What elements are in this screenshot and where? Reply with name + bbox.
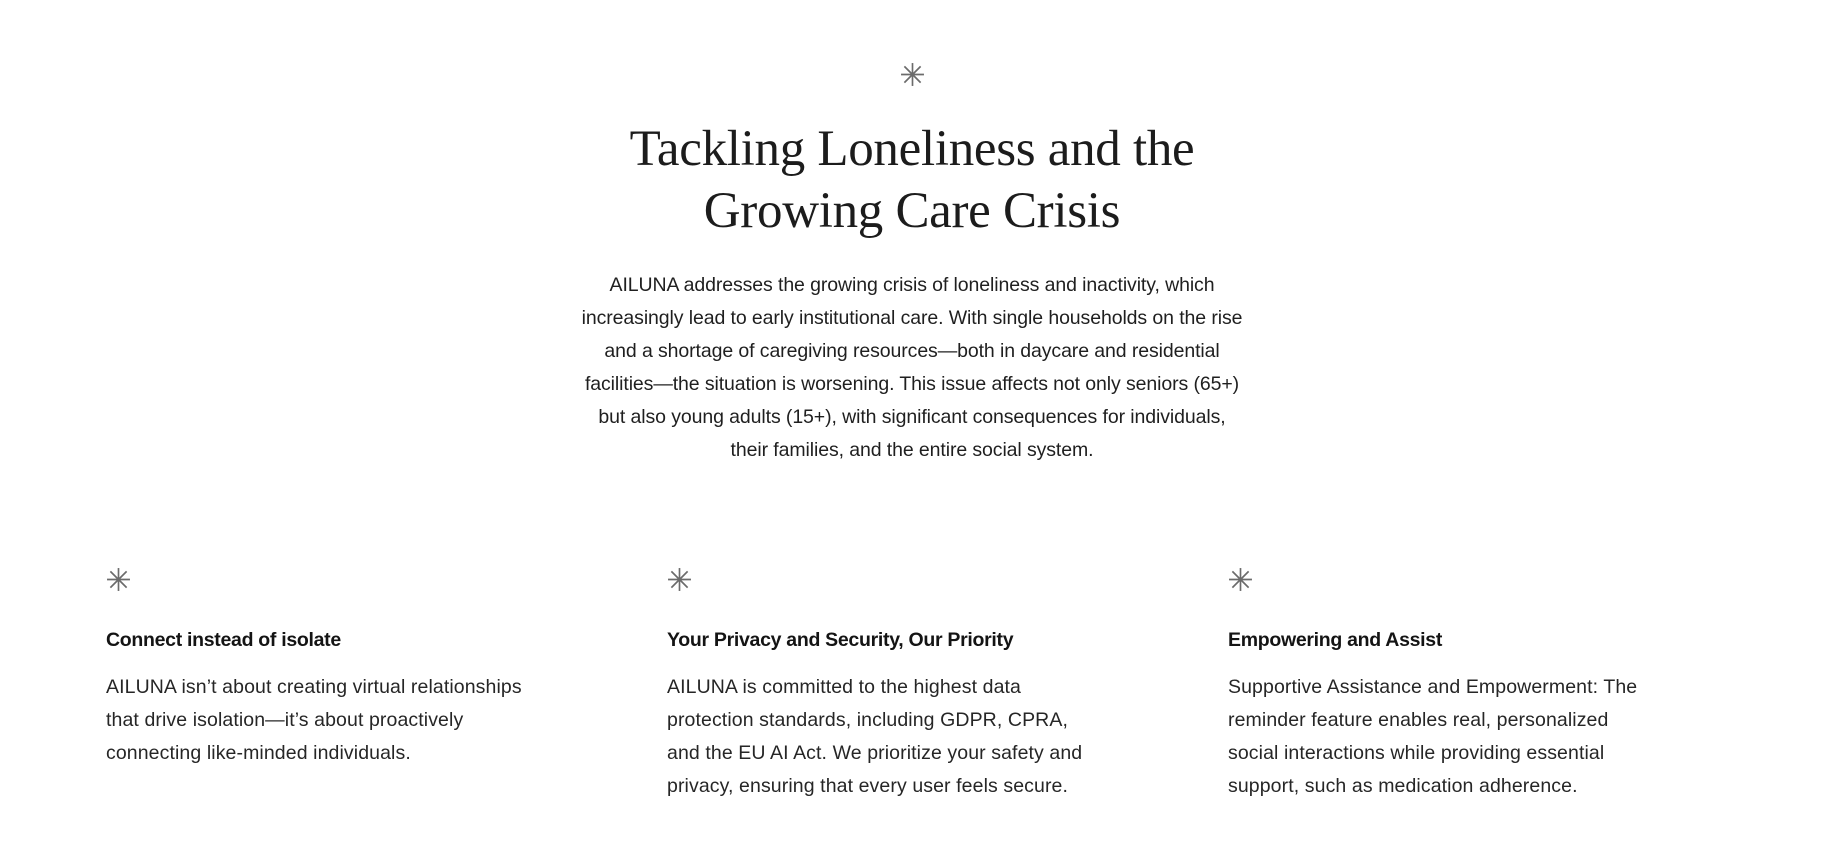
intro-line: but also young adults (15+), with significant consequences for individuals,	[598, 406, 1226, 428]
intro-line: and a shortage of caregiving resources—both in daycare and residential	[604, 340, 1220, 362]
feature-description-line: privacy, ensuring that every user feels secure.	[667, 775, 1069, 797]
feature-description	[667, 671, 1082, 803]
asterisk-star-icon	[667, 567, 692, 592]
asterisk-star-icon	[106, 567, 131, 592]
feature-card-connect	[106, 567, 606, 764]
asterisk-star-icon	[1228, 567, 1253, 592]
feature-description-line: and the EU AI Act. We prioritize your safety and	[667, 742, 1083, 764]
page-title	[412, 118, 1412, 242]
feature-title: Your Privacy and Security, Our Priority	[667, 629, 1014, 651]
feature-description-line: connecting like-minded individuals.	[106, 742, 411, 764]
intro-line: increasingly lead to early institutional care. With single households on the rise	[581, 307, 1243, 329]
feature-description-line: that drive isolation—it’s about proactively	[106, 709, 464, 731]
feature-description-line: social interactions while providing essential	[1228, 742, 1605, 764]
feature-description-line: AILUNA isn’t about creating virtual relationships	[106, 676, 522, 698]
feature-description-line: reminder feature enables real, personalized	[1228, 709, 1609, 731]
feature-description-line: AILUNA is committed to the highest data	[667, 676, 1021, 698]
feature-description-line: Supportive Assistance and Empowerment: The	[1228, 676, 1638, 698]
intro-line: facilities—the situation is worsening. This issue affects not only seniors (65+)	[584, 373, 1240, 395]
feature-title: Empowering and Assist	[1228, 629, 1443, 651]
page-title-line: Growing Care Crisis	[703, 183, 1121, 239]
intro-line: their families, and the entire social system.	[730, 439, 1094, 461]
page-title-line: Tackling Loneliness and the	[629, 121, 1195, 177]
asterisk-star-icon	[900, 62, 925, 87]
feature-card-privacy	[667, 567, 1167, 797]
intro-paragraph	[412, 269, 1412, 467]
feature-description-line: support, such as medication adherence.	[1228, 775, 1578, 797]
feature-description-line: protection standards, including GDPR, CPRA,	[667, 709, 1068, 731]
feature-title: Connect instead of isolate	[106, 629, 341, 651]
intro-line: AILUNA addresses the growing crisis of loneliness and inactivity, which	[609, 274, 1215, 296]
feature-card-empowering	[1228, 567, 1728, 797]
feature-description	[106, 671, 522, 770]
feature-description	[1228, 671, 1637, 803]
